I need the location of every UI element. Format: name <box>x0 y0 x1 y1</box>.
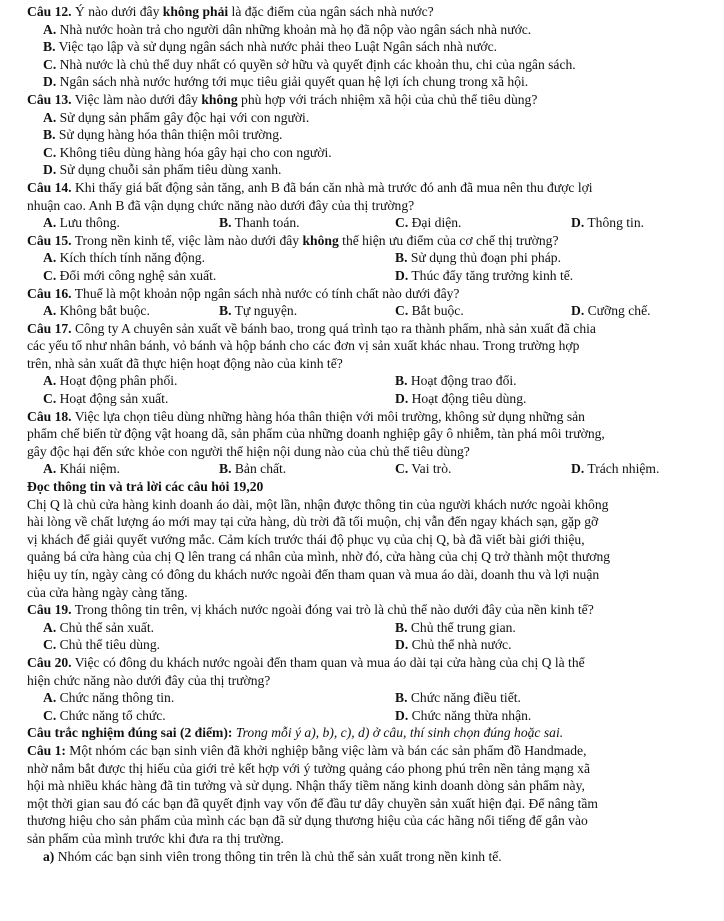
tf-question-1-line-3: hội mà nhiều khác hàng đã tin tưởng và sử dụng. Nhận thấy tiềm năng kinh doanh dòng sản phẩm này, <box>27 778 585 794</box>
tf-question-1-item-a[interactable]: a) Nhóm các bạn sinh viên trong thông tin trên là chủ thể sản xuất trong nền kinh tế. <box>43 848 502 864</box>
q16-option-d[interactable]: D. Cưỡng chế. <box>571 303 651 319</box>
question-20-stem: Câu 20. Việc có đông du khách nước ngoài đến tham quan và mua áo dài tại cửa hàng của chị Q là thể <box>27 654 585 670</box>
q17-options-row-2 <box>27 390 712 408</box>
q17-option-c[interactable]: C. Hoạt động sản xuất. <box>43 391 169 407</box>
question-12-stem: Câu 12. Ý nào dưới đây không phải là đặc điểm của ngân sách nhà nước? <box>27 4 434 19</box>
q14-option-b[interactable]: B. Thanh toán. <box>219 215 300 231</box>
tf-question-1-line-2: nhờ nắm bắt được thị hiếu của giới trẻ kết hợp với ý tưởng quảng cáo phong phú trên nền tảng mạng xã <box>27 760 590 776</box>
q14-option-a[interactable]: A. Lưu thông. <box>43 215 120 231</box>
q19-option-c[interactable]: C. Chủ thể tiêu dùng. <box>43 637 161 653</box>
tf-question-1-line-6: sản phẩm của mình trước khi đưa ra thị trường. <box>27 830 284 846</box>
q20-options-row-2 <box>27 707 712 725</box>
question-14-stem: Câu 14. Khi thấy giá bất động sản tăng, anh B đã bán căn nhà mà trước đó anh đã mua nên thu được lợi <box>27 179 593 195</box>
q15-option-a[interactable]: A. Kích thích tính năng động. <box>43 250 205 266</box>
question-20-stem-cont: hiện chức năng nào dưới đây của thị trường? <box>27 672 271 688</box>
q19-option-b[interactable]: B. Chủ thể trung gian. <box>395 619 516 635</box>
reading-line-4: quảng bá cửa hàng của chị Q lên trang cá nhân của mình, nhờ đó, cửa hàng của chị Q trở thành một thương <box>27 549 611 565</box>
q18-option-d[interactable]: D. Trách nhiệm. <box>571 461 660 477</box>
question-13-stem: Câu 13. Việc làm nào dưới đây không phù hợp với trách nhiệm xã hội của chủ thể tiêu dùng? <box>27 91 538 107</box>
q19-options-row-1 <box>27 619 712 637</box>
question-16-stem: Câu 16. Thuế là một khoản nộp ngân sách nhà nước có tính chất nào dưới đây? <box>27 285 460 301</box>
q20-option-a[interactable]: A. Chức năng thông tin. <box>43 690 175 706</box>
q15-options-row-2 <box>27 267 712 285</box>
reading-heading: Đọc thông tin và trả lời các câu hỏi 19,20 <box>27 479 264 495</box>
q20-option-c[interactable]: C. Chức năng tổ chức. <box>43 707 166 723</box>
q13-option-c[interactable]: C. Không tiêu dùng hàng hóa gây hại cho con người. <box>43 144 332 160</box>
question-14-stem-cont: nhuận cao. Anh B đã vận dụng chức năng nào dưới đây của thị trường? <box>27 197 415 213</box>
q16-option-c[interactable]: C. Bắt buộc. <box>395 303 464 319</box>
q18-options <box>27 460 712 478</box>
q13-option-b[interactable]: B. Sử dụng hàng hóa thân thiện môi trường. <box>43 127 283 143</box>
question-17-stem-cont-1: các yếu tố như nhân bánh, vỏ bánh và hộp bánh cho các đơn vị sản xuất khác nhau. Trong trường hợp <box>27 338 580 354</box>
q20-options-row-1 <box>27 689 712 707</box>
q20-option-b[interactable]: B. Chức năng điều tiết. <box>395 690 521 706</box>
reading-line-5: hiệu uy tín, ngày càng có đông du khách nước ngoài đến tham quan và mua áo dài, doanh thu và lợi nuận <box>27 567 600 582</box>
q19-option-a[interactable]: A. Chủ thể sản xuất. <box>43 619 155 635</box>
q14-option-c[interactable]: C. Đại diện. <box>395 215 462 231</box>
q15-option-c[interactable]: C. Đổi mới công nghệ sản xuất. <box>43 267 217 283</box>
question-18-stem: Câu 18. Việc lựa chọn tiêu dùng những hàng hóa thân thiện với môi trường, không sử dụng những sản <box>27 408 585 424</box>
question-17-stem: Câu 17. Công ty A chuyên sản xuất về bánh bao, trong quá trình tạo ra thành phẩm, nhà sản xuất đã chia <box>27 320 596 336</box>
q20-option-d[interactable]: D. Chức năng thừa nhận. <box>395 707 532 723</box>
tf-question-1-line-4: một thời gian sau đó các bạn đã quyết định vay vốn để đầu tư dây chuyền sản xuất hiện đại. Để nâng tầm <box>27 795 598 811</box>
q19-option-d[interactable]: D. Chủ thể nhà nước. <box>395 637 512 653</box>
q17-options-row-1 <box>27 372 712 390</box>
q17-option-a[interactable]: A. Hoạt động phân phối. <box>43 373 178 389</box>
q16-option-a[interactable]: A. Không bắt buộc. <box>43 303 150 319</box>
q13-option-a[interactable]: A. Sử dụng sản phẩm gây độc hại với con người. <box>43 109 310 125</box>
reading-line-3: vị khách để giải quyết vướng mắc. Cảm kích trước thái độ phục vụ của chị Q, bà đã viết bài giới thiệu, <box>27 531 585 547</box>
q17-option-b[interactable]: B. Hoạt động trao đổi. <box>395 373 517 389</box>
q18-option-a[interactable]: A. Khái niệm. <box>43 461 121 477</box>
q18-option-b[interactable]: B. Bản chất. <box>219 461 287 477</box>
q13-option-d[interactable]: D. Sử dụng chuỗi sản phẩm tiêu dùng xanh. <box>43 162 282 178</box>
q15-options-row-1 <box>27 249 712 267</box>
q12-option-d[interactable]: D. Ngân sách nhà nước hướng tới mục tiêu giải quyết quan hệ lợi ích chung trong xã hội. <box>43 74 529 90</box>
q12-option-c[interactable]: C. Nhà nước là chủ thể duy nhất có quyền sở hữu và quyết định các khoản thu, chi của ngân sách. <box>43 56 576 72</box>
question-18-stem-cont-1: phẩm chế biến từ động vật hoang dã, sản phẩm của những doanh nghiệp gây ô nhiễm, tàn phá môi trường, <box>27 426 605 442</box>
q15-option-b[interactable]: B. Sử dụng thủ đoạn phi pháp. <box>395 250 561 266</box>
true-false-heading: Câu trắc nghiệm đúng sai (2 điểm): Trong mỗi ý a), b), c), d) ở câu, thí sinh chọn đúng hoặc sai. <box>27 725 564 741</box>
q12-option-a[interactable]: A. Nhà nước hoàn trả cho người dân những khoản mà họ đã nộp vào ngân sách nhà nước. <box>43 21 532 37</box>
tf-question-1-line-5: thương hiệu cho sản phẩm của mình các bạn đã sử dụng thương hiệu của các hãng nổi tiếng để gắn vào <box>27 813 588 829</box>
q15-option-d[interactable]: D. Thúc đẩy tăng trưởng kinh tế. <box>395 267 574 283</box>
q19-options-row-2 <box>27 636 712 654</box>
question-19-stem: Câu 19. Trong thông tin trên, vị khách nước ngoài đóng vai trò là chủ thể nào dưới đây của nền kinh tế? <box>27 602 594 618</box>
q18-option-c[interactable]: C. Vai trò. <box>395 461 452 477</box>
question-15-stem: Câu 15. Trong nền kinh tế, việc làm nào dưới đây không thể hiện ưu điểm của cơ chế thị trường? <box>27 232 559 248</box>
q17-option-d[interactable]: D. Hoạt động tiêu dùng. <box>395 391 527 407</box>
q16-option-b[interactable]: B. Tự nguyện. <box>219 303 298 319</box>
q14-option-d[interactable]: D. Thông tin. <box>571 215 645 231</box>
q16-options <box>27 302 712 320</box>
reading-line-6: của cửa hàng ngày càng tăng. <box>27 584 188 600</box>
question-17-stem-cont-2: trên, nhà sản xuất đã thực hiện hoạt động nào của kinh tế? <box>27 355 343 371</box>
q12-option-b[interactable]: B. Việc tạo lập và sử dụng ngân sách nhà nước phải theo Luật Ngân sách nhà nước. <box>43 39 498 55</box>
reading-line-2: hài lòng về chất lượng áo mới may tại cửa hàng, dù trời đã tối muộn, chị vẫn đến ngay khách sạn, gặp gỡ <box>27 514 599 530</box>
question-18-stem-cont-2: gây độc hại đến sức khỏe con người thể hiện nội dung nào của chủ thể tiêu dùng? <box>27 443 470 459</box>
tf-question-1-line-1: Câu 1: Một nhóm các bạn sinh viên đã khởi nghiệp bằng việc làm và bán các sản phẩm đồ Handmade, <box>27 742 587 758</box>
q14-options <box>27 214 712 232</box>
reading-line-1: Chị Q là chủ cửa hàng kinh doanh áo dài, một lần, nhận được thông tin của người khách nước ngoài không <box>27 496 609 512</box>
